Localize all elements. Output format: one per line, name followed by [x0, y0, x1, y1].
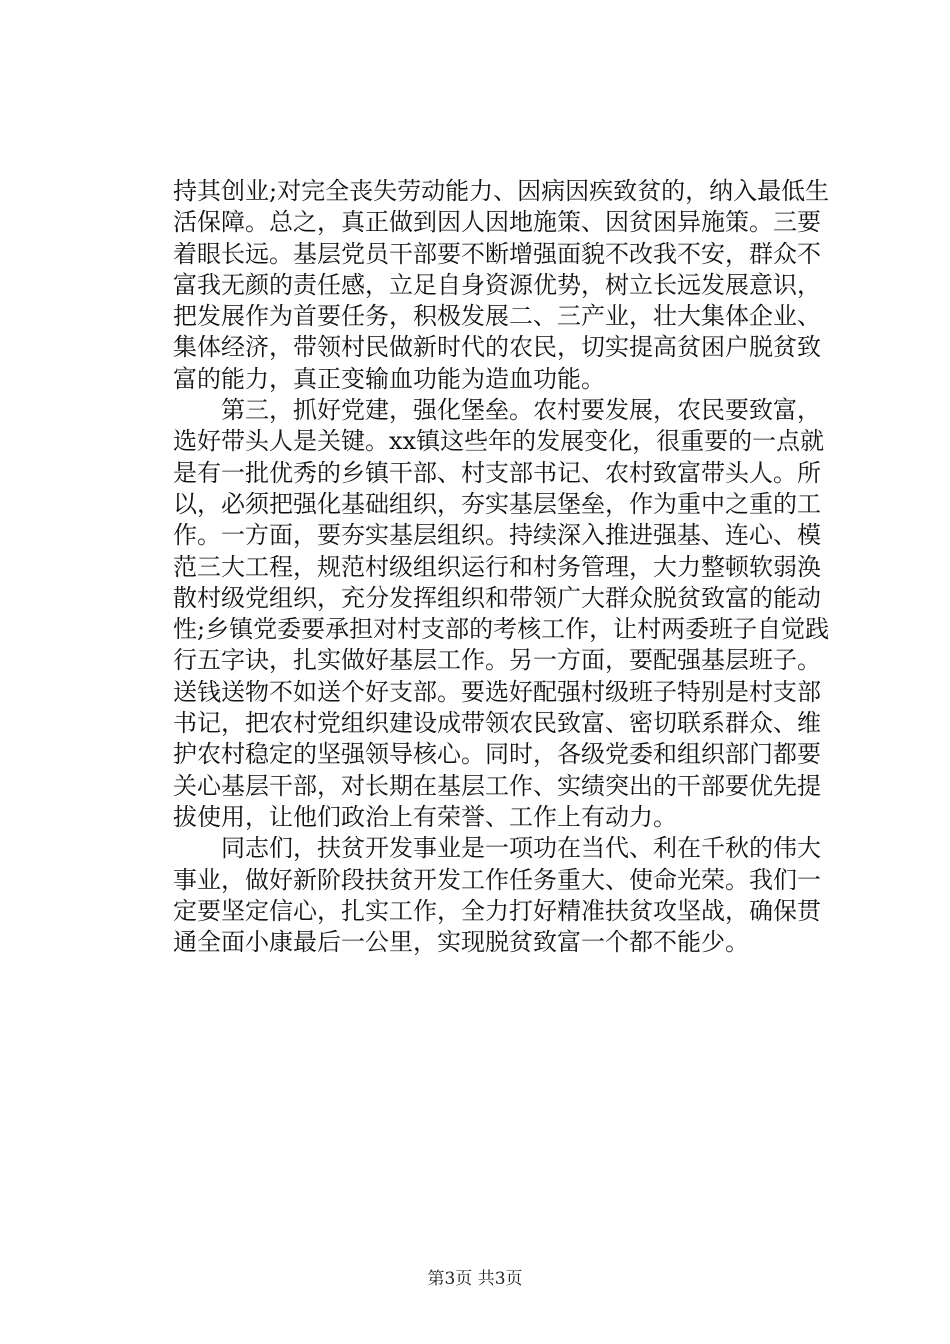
text-line: 送钱送物不如送个好支部。要选好配强村级班子特别是村支部 [173, 677, 821, 706]
text-line: 持其创业;对完全丧失劳动能力、因病因疾致贫的，纳入最低生 [173, 177, 830, 205]
text-line: 行五字诀，扎实做好基层工作。另一方面，要配强基层班子。 [173, 646, 821, 675]
text-line: 是有一批优秀的乡镇干部、村支部书记、农村致富带头人。所 [173, 458, 821, 487]
text-line: 事业，做好新阶段扶贫开发工作任务重大、使命光荣。我们一 [173, 865, 821, 894]
text-line: 富的能力，真正变输血功能为造血功能。 [173, 364, 605, 393]
page-footer: 第3页 共3页 [427, 1269, 523, 1289]
text-line: 富我无颜的责任感，立足自身资源优势，树立长远发展意识， [173, 270, 821, 299]
body-text [173, 176, 830, 958]
text-line: 以，必须把强化基础组织，夯实基层堡垒，作为重中之重的工 [173, 489, 821, 518]
text-line: 把发展作为首要任务，积极发展二、三产业，壮大集体企业、 [173, 302, 821, 331]
text-line: 范三大工程，规范村级组织运行和村务管理，大力整顿软弱涣 [173, 552, 821, 581]
text-line: 定要坚定信心，扎实工作，全力打好精准扶贫攻坚战，确保贯 [173, 896, 821, 925]
text-line: 通全面小康最后一公里，实现脱贫致富一个都不能少。 [173, 928, 749, 957]
text-line: 集体经济，带领村民做新时代的农民，切实提高贫困户脱贫致 [173, 333, 821, 362]
text-line: 拔使用，让他们政治上有荣誉、工作上有动力。 [173, 802, 677, 831]
text-line: 作。一方面，要夯实基层组织。持续深入推进强基、连心、模 [173, 521, 821, 550]
text-line: 选好带头人是关键。xx镇这些年的发展变化，很重要的一点就 [173, 427, 825, 456]
text-line: 活保障。总之，真正做到因人因地施策、因贫困异施策。三要 [173, 208, 821, 237]
text-line: 书记，把农村党组织建设成带领农民致富、密切联系群众、维 [173, 709, 821, 738]
text-line: 第三，抓好党建，强化堡垒。农村要发展，农民要致富， [173, 396, 821, 425]
text-line: 性;乡镇党委要承担对村支部的考核工作，让村两委班子自觉践 [173, 615, 830, 644]
text-line: 关心基层干部，对长期在基层工作、实绩突出的干部要优先提 [173, 771, 821, 800]
text-line: 护农村稳定的坚强领导核心。同时，各级党委和组织部门都要 [173, 740, 821, 769]
text-line: 同志们，扶贫开发事业是一项功在当代、利在千秋的伟大 [173, 834, 821, 863]
text-line: 散村级党组织，充分发挥组织和带领广大群众脱贫致富的能动 [173, 583, 821, 612]
text-line: 着眼长远。基层党员干部要不断增强面貌不改我不安，群众不 [173, 239, 821, 268]
